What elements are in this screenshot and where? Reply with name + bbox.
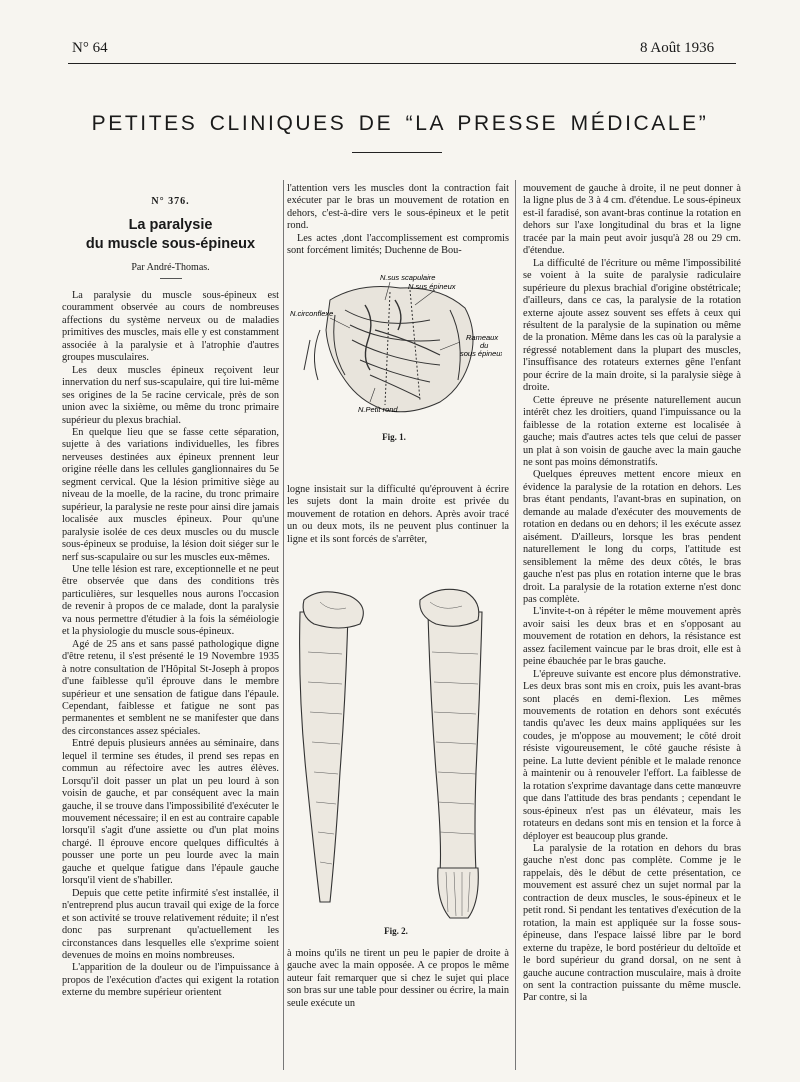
paragraph: mouvement de gauche à droite, il ne peut donner à la ligne plus de 3 à 4 cm. d'étendue. Le sous-épineux est-il faradisé, son avant-bras continue la rotation en dehors sur l'axe longitudinal du bras et la ligne tracée par la main peut avoir jusqu'à 28 ou 29 cm. d'étendue. [523, 183, 741, 257]
paragraph: Les actes ,dont l'accomplissement est compromis sont forcément limités; Duchenne de Bou- [287, 232, 509, 257]
column-3 [523, 183, 741, 1005]
section-title: PETITES CLINIQUES DE “LA PRESSE MÉDICALE” [91, 112, 709, 135]
article-title [62, 216, 279, 254]
scapula-illustration [290, 270, 502, 422]
column-2-top [287, 183, 509, 258]
label-petit-rond: N.Petit rond [358, 405, 398, 414]
page-number: N° 64 [72, 40, 108, 56]
paragraph: Agé de 25 ans et sans passé pathologique digne d'être retenu, il s'est présenté le 19 Novembre 1935 à notre consultation de l'Hôpital St-Joseph à propos d'une faiblesse qu'il éprouve dans le membre supérieur et une sensation de fatigue dans l'épaule. Cependant, faiblesse et fatigue ne sont pas permanentes et semblent ne se manifester que dans des circonstances assez spéciales. [62, 638, 279, 737]
paragraph: Entré depuis plusieurs années au séminaire, dans lequel il termine ses études, il prend ses repas en commun au réfectoire avec les autres élèves. Lorsqu'il doit passer un plat un peu lourd à son voisin de gauche, et par conséquent avec la main gauche, il se trouve dans l'impossibilité d'exécuter le mouvement nécessaire; il en est au contraire capable lorsqu'il s'agit d'une assiette ou d'un plat moins chargé. Il éprouve encore quelques difficultés à pousser une porte un peu lourde avec la main gauche et quelque fatigue dans l'épaule gauche lorsqu'il vient de s'habiller. [62, 738, 279, 887]
article-author: Par André-Thomas. [131, 262, 210, 273]
article-title-line-2: du muscle sous-épineux [85, 236, 256, 252]
paragraph: Une telle lésion est rare, exceptionnelle et ne peut être observée que dans des conditions très particulières, sur lesquelles nous aurons l'occasion de revenir à propos de ce malade, dont la paralysie va nous permettre d'étudier à la fois la séméiologie et la physiologie du muscle sous-épineux. [62, 563, 279, 638]
paragraph: L'épreuve suivante est encore plus démonstrative. Les deux bras sont mis en croix, puis les avant-bras sont placés en demi-flexion. Les mêmes mouvements de rotation en dehors sont exécutés tandis qu'avec les deux mains appliquées sur les coudes, je m'oppose au mouvement; le côté droit résiste vigoureusement, le côté gauche résiste à peine. La lutte devient pénible et le malade renonce à maintenir ou à renouveler l'effort. La faiblesse de la rotation s'exprime davantage dans cette manœuvre que dans l'attitude des bras pendants ; cependant le sous-épineux n'est pas un élévateur, mais les rotateurs en dedans sont mis en tension et la force à déployer est beaucoup plus grande. [523, 668, 742, 842]
title-rule [352, 152, 442, 153]
label-rameaux-1: Rameaux [466, 333, 499, 342]
label-sus-scapulaire: N.sus scapulaire [380, 273, 436, 282]
arms-illustration [290, 572, 502, 924]
figure-2 [290, 572, 502, 924]
author-rule [160, 278, 182, 279]
paragraph: à moins qu'ils ne tirent un peu le papier de droite à gauche avec la main opposée. A ce propos le même auteur fait remarquer que si chez le sujet qui place son bras sur une table pour dessiner ou écrire, la main seule exécute un [287, 948, 509, 1009]
figure-1-caption: Fig. 1. [382, 432, 406, 442]
paragraph: La paralysie de la rotation en dehors du bras gauche n'est donc pas complète. Comme je le rappelais, dès le début de cette présentation, ce mouvement est assuré chez un sujet normal par la contraction de deux muscles, le sous-épineux et le petit rond. Si pendant les tentatives d'exécution de la rotation, la main est appliquée sur la fosse sous-épineuse, dans l'espace laissé libre par le bord externe du trapèze, le bord postérieur du deltoïde et le bord supérieur du grand dorsal, on ne sent à gauche aucune contraction musculaire, mais à droite on sent la contraction puissante du même muscle. Par contre, si la [523, 843, 741, 1004]
paragraph: Les deux muscles épineux reçoivent leur innervation du nerf sus-scapulaire, qui tire lui-même ses origines de la 5e racine cervicale, près de son union avec la sixième, ou même du tronc primaire supérieur du plexus brachial. [62, 364, 279, 426]
article-title-line-1: La paralysie [128, 217, 213, 233]
paragraph: Depuis que cette petite infirmité s'est installée, il n'entreprend plus aucun travail qui exige de la force et son activité se trouve relativement réduite; il n'est donc pas surprenant qu'actuellement les circonstances dans lesquelles elle s'exprime soient devenues de moins en moins nombreuses. [62, 887, 279, 962]
figure-1 [290, 270, 502, 422]
column-rule-1 [283, 180, 284, 1070]
column-rule-2 [515, 180, 516, 1070]
page-date: 8 Août 1936 [640, 40, 715, 56]
column-2-bottom [287, 948, 509, 1010]
label-circonflexe: N.circonflexe [290, 309, 334, 318]
column-1 [62, 290, 279, 1000]
paragraph: Quelques épreuves mettent encore mieux en évidence la paralysie de la rotation en dehors. Les bras étant pendants, l'avant-bras en supination, on demande au malade d'exécuter des mouvements de rotation en dedans ou en dehors; il les exécute assez aisément. D'ailleurs, lorsque les bras pendent naturellement le long du corps, l'attitude est sensiblement la même des deux côtés, le bras gauche n'est pas plus en rotation interne que le bras droit. La paralysie de la rotation externe n'est donc pas complète. [523, 469, 741, 605]
paragraph: La paralysie du muscle sous-épineux est couramment observée au cours de nombreuses affections du système nerveux ou de maladies primitives des muscles, mais elle y est constamment associée à la paralysie et à l'atrophie d'autres groupes musculaires. [62, 290, 279, 364]
paragraph: La difficulté de l'écriture ou même l'impossibilité se voient à la suite de paralysie radiculaire supérieure du plexus brachial d'origine obstétricale; d'ailleurs, dans ce cas, la paralysie de la rotation externe ajoute assez souvent ses effets à ceux qui résultent de la paralysie de la supination ou même de la pronation. Même dans les cas où la paralysie a régressé notablement dans la plupart des muscles, l'insuffisance des rotateurs externes gêne l'enfant pour écrire de la main droite, si la paralysie siège à droite. [523, 257, 741, 394]
column-2-middle [287, 484, 509, 546]
label-sus-epineux: N.sus épineux [408, 282, 456, 291]
paragraph: L'apparition de la douleur ou de l'impuissance à propos de l'exécution d'actes qui exigent la rotation externe du membre supérieur orientent [62, 962, 279, 999]
figure-2-caption: Fig. 2. [384, 926, 408, 936]
label-rameaux-3: sous épineux [460, 349, 502, 358]
label-rameaux-2: du [480, 341, 489, 350]
article-number: N° 376. [151, 196, 190, 207]
paragraph: En quelque lieu que se fasse cette séparation, sujette à des variations individuelles, les fibres nerveuses destinées aux épineux prennent leur origine réelle dans les cellules ganglionnaires du 5e segment cervical. Que la lésion primitive siège au niveau de la moelle, de la racine, du tronc primaire supérieur, la paralysie ne reste pour ainsi dire jamais localisée aux muscles épineux. Pour qu'une paralysie isolée de ces deux muscles ou du muscle sous-épineux se produise, la lésion doit siéger sur le nerf sus-scapulaire ou sur les muscles eux-mêmes. [62, 426, 279, 563]
paragraph: L'invite-t-on à répéter le même mouvement après avoir saisi les deux bras et en s'opposant au mouvement de rotation en dehors, la résistance est assez facilement vaincue par le bras droit, elle est à peine ébauchée par le bras gauche. [523, 606, 741, 668]
paragraph: logne insistait sur la difficulté qu'éprouvent à écrire les sujets dont la main droite est privée du mouvement de rotation en dehors. Après avoir tracé un ou deux mots, ils ne peuvent plus continuer la ligne et ils sont forcés de s'arrêter, [287, 484, 509, 545]
header-rule [68, 63, 736, 64]
paragraph: Cette épreuve ne présente naturellement aucun intérêt chez les droitiers, quand l'impuissance ou la faiblesse de la rotation externe est localisée à gauche; mais d'autres actes tels que celui de passer un plat à son voisin de gauche avec la main gauche ne sont pas moins démonstratifs. [523, 394, 741, 468]
paragraph: l'attention vers les muscles dont la contraction fait exécuter par le bras un mouvement de rotation en dehors, c'est-à-dire vers le sous-épineux et le petit rond. [287, 183, 509, 232]
